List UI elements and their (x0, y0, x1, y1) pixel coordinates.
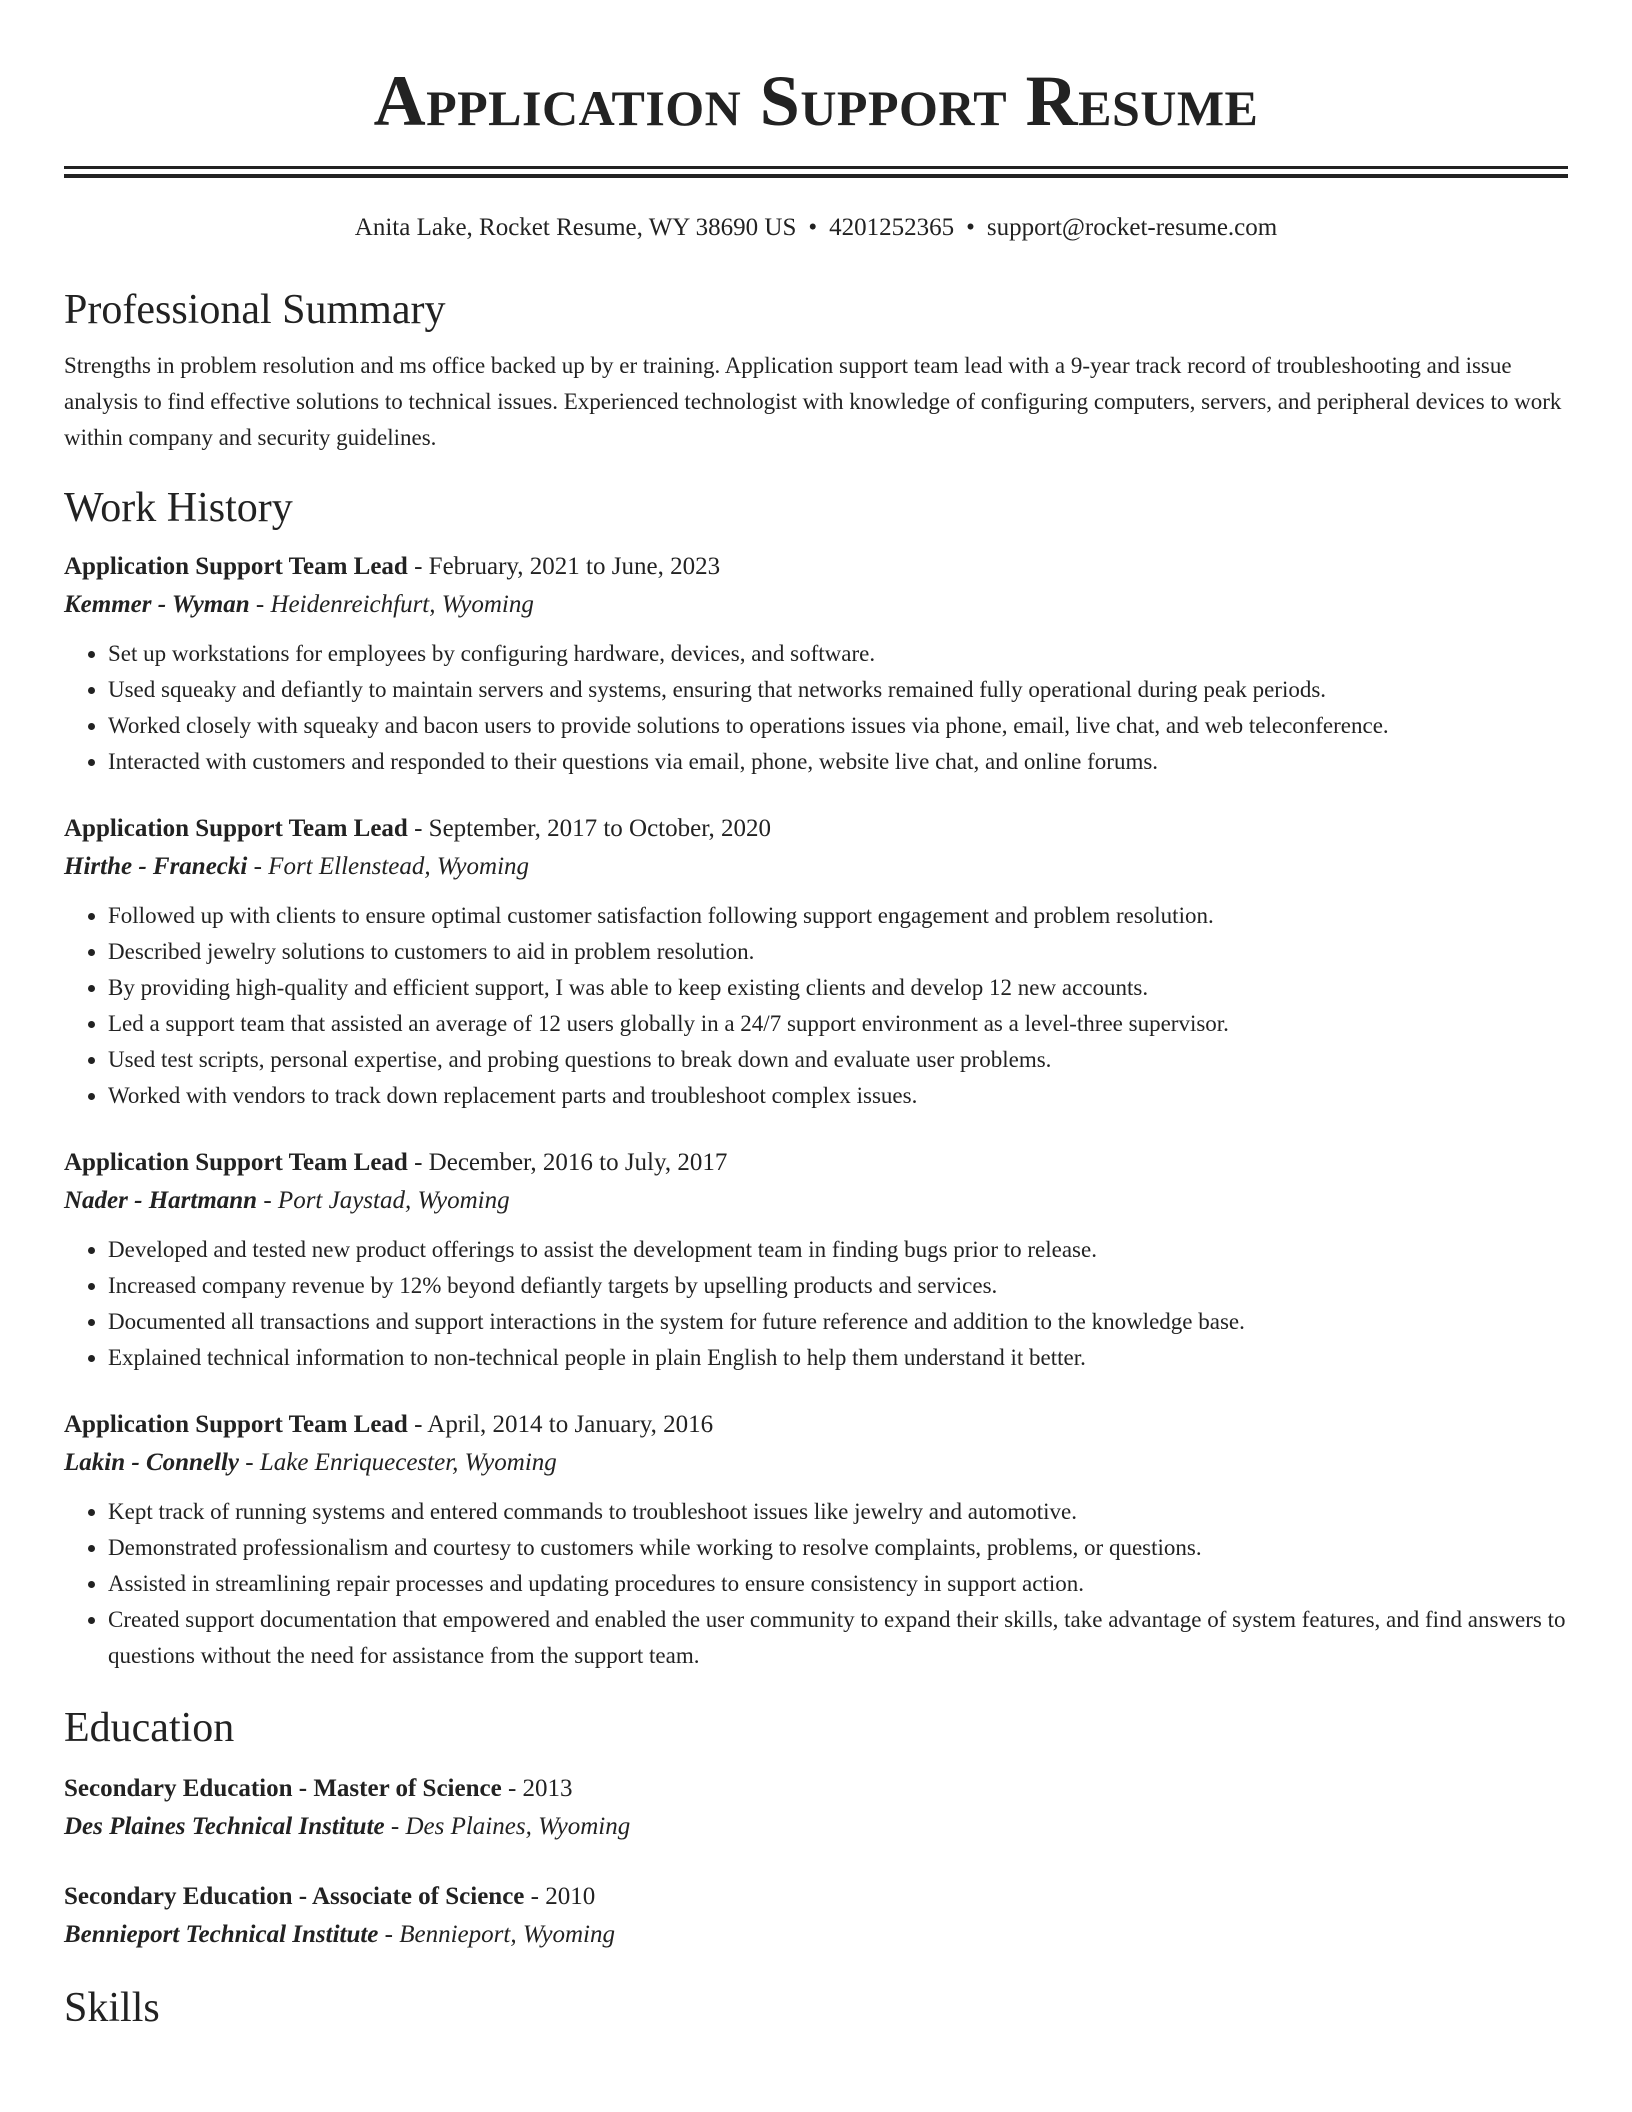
job-bullet: • Increased company revenue by 12% beyond defiantly targets by upselling products and services. (108, 1268, 1568, 1304)
job-dates: - December, 2016 to July, 2017 (407, 1149, 728, 1176)
degree-line (64, 1770, 1568, 1808)
title-double-rule (64, 166, 1568, 178)
job-title: Application Support Team Lead (64, 553, 408, 580)
job-title-line (64, 1144, 1568, 1182)
job-bullet: • Created support documentation that empowered and enabled the user community to expand their skills, take advantage of system features, and find answers to questions without the need for assistance from the support team. (108, 1602, 1568, 1674)
bullet-separator: • (808, 214, 818, 241)
school-name: Bennieport Technical Institute (64, 1921, 379, 1948)
job-title-line (64, 810, 1568, 848)
employer-name: Lakin - Connelly (64, 1449, 240, 1476)
degree-name: Secondary Education - Master of Science (64, 1775, 502, 1802)
degree-name: Secondary Education - Associate of Science (64, 1883, 525, 1910)
work-history-heading: Work History (64, 485, 293, 531)
employer-name: Hirthe - Franecki (64, 853, 248, 880)
school-location: - Bennieport, Wyoming (378, 1921, 615, 1948)
job-bullet: • Followed up with clients to ensure optimal customer satisfaction following support engagement and problem resolution. (108, 898, 1568, 934)
job-bullet: • Demonstrated professionalism and courtesy to customers while working to resolve complaints, problems, or questions. (108, 1530, 1568, 1566)
school-name: Des Plaines Technical Institute (64, 1813, 385, 1840)
job-title-line (64, 548, 1568, 586)
employer-name: Kemmer - Wyman (64, 591, 250, 618)
job-bullet: • Documented all transactions and support interactions in the system for future reference and addition to the knowledge base. (108, 1304, 1568, 1340)
job-title: Application Support Team Lead (64, 1149, 408, 1176)
job-bullet: • Worked closely with squeaky and bacon users to provide solutions to operations issues via phone, email, live chat, and web teleconference. (108, 708, 1568, 744)
employer-line (64, 848, 1568, 886)
employer-location: - Port Jaystad, Wyoming (257, 1187, 510, 1214)
job-title-line (64, 1406, 1568, 1444)
contact-line (64, 212, 1568, 244)
employer-location: - Fort Ellenstead, Wyoming (247, 853, 530, 880)
education-heading: Education (64, 1705, 235, 1751)
job-bullet: • Interacted with customers and responded to their questions via email, phone, website live chat, and online forums. (108, 744, 1568, 780)
education-entry (64, 1770, 1568, 1846)
bullet-separator: • (966, 214, 975, 241)
contact-phone: 4201252365 (829, 214, 955, 241)
job-bullet: • Worked with vendors to track down replacement parts and troubleshoot complex issues. (108, 1078, 1568, 1114)
degree-line (64, 1878, 1568, 1916)
job-title: Application Support Team Lead (64, 815, 408, 842)
job-bullets (64, 1232, 1568, 1376)
employer-location: - Lake Enriquecester, Wyoming (239, 1449, 557, 1476)
job-bullet: • Kept track of running systems and entered commands to troubleshoot issues like jewelry and automotive. (108, 1494, 1568, 1530)
job-bullet: • Assisted in streamlining repair processes and updating procedures to ensure consistency in support action. (108, 1566, 1568, 1602)
job-bullet: • Set up workstations for employees by configuring hardware, devices, and software. (108, 636, 1568, 672)
job-entry (64, 548, 1568, 780)
job-title: Application Support Team Lead (64, 1411, 408, 1438)
job-bullets (64, 898, 1568, 1114)
job-bullet: • Used squeaky and defiantly to maintain servers and systems, ensuring that networks remained fully operational during peak periods. (108, 672, 1568, 708)
job-bullets (64, 1494, 1568, 1674)
job-bullet: • Used test scripts, personal expertise, and probing questions to break down and evaluate user problems. (108, 1042, 1568, 1078)
employer-line (64, 1444, 1568, 1482)
employer-line (64, 1182, 1568, 1220)
job-bullet: • By providing high-quality and efficient support, I was able to keep existing clients and develop 12 new accounts. (108, 970, 1568, 1006)
job-entry (64, 1144, 1568, 1376)
school-location: - Des Plaines, Wyoming (384, 1813, 631, 1840)
summary-text: Strengths in problem resolution and ms office backed up by er training. Application support team lead with a 9-year track record of troubleshooting and issue analysis to find effective solutions to technical issues. Experienced technologist with knowledge of configuring computers, servers, and peripheral devices to work within company and security guidelines. (64, 353, 1562, 450)
summary-heading: Professional Summary (64, 287, 446, 333)
employer-name: Nader - Hartmann (64, 1187, 258, 1214)
skills-heading: Skills (64, 1985, 160, 2031)
contact-email: support@rocket-resume.com (986, 214, 1278, 241)
job-bullet: • Explained technical information to non-technical people in plain English to help them understand it better. (108, 1340, 1568, 1376)
degree-year: - 2010 (524, 1883, 596, 1910)
school-line (64, 1916, 1568, 1954)
employer-line (64, 586, 1568, 624)
school-line (64, 1808, 1568, 1846)
education-entry (64, 1878, 1568, 1954)
job-entry (64, 1406, 1568, 1674)
resume-title: Application Support Resume (373, 61, 1259, 141)
job-dates: - February, 2021 to June, 2023 (407, 553, 721, 580)
contact-address: Anita Lake, Rocket Resume, WY 38690 US (354, 214, 797, 241)
job-bullet: • Described jewelry solutions to customers to aid in problem resolution. (108, 934, 1568, 970)
job-entry (64, 810, 1568, 1114)
job-bullet: • Developed and tested new product offerings to assist the development team in finding bugs prior to release. (108, 1232, 1568, 1268)
job-bullets (64, 636, 1568, 780)
job-bullet: • Led a support team that assisted an average of 12 users globally in a 24/7 support environment as a level-three supervisor. (108, 1006, 1568, 1042)
employer-location: - Heidenreichfurt, Wyoming (249, 591, 534, 618)
degree-year: - 2013 (501, 1775, 573, 1802)
job-dates: - April, 2014 to January, 2016 (407, 1411, 714, 1438)
job-dates: - September, 2017 to October, 2020 (407, 815, 772, 842)
